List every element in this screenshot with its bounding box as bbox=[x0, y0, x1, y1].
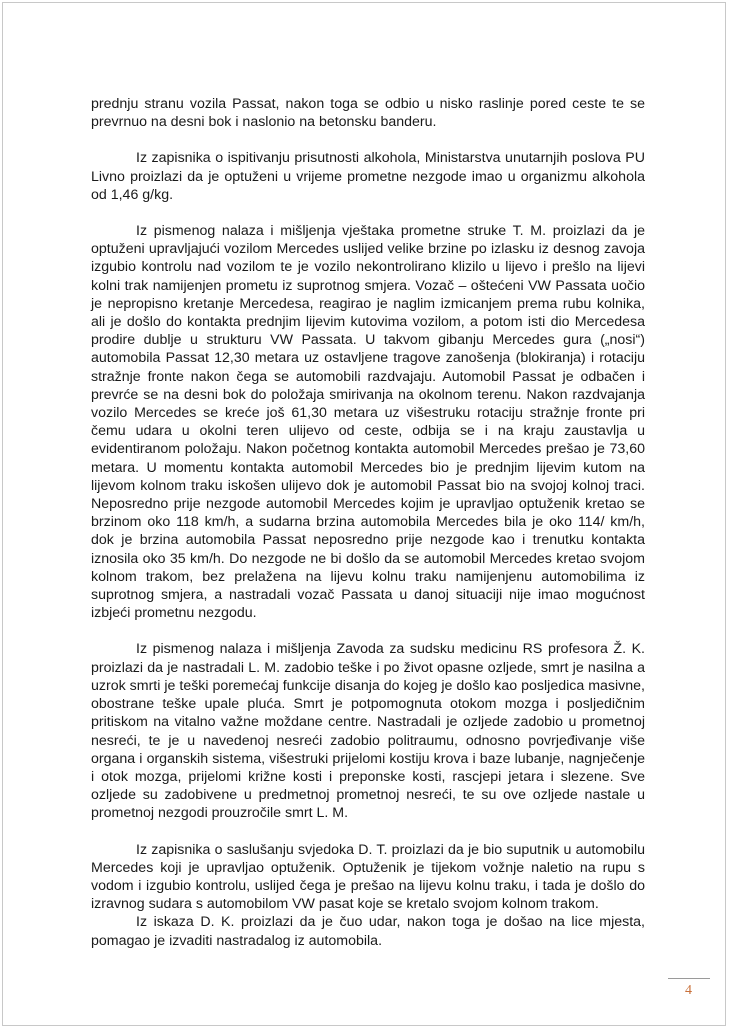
document-page bbox=[2, 2, 726, 1026]
paragraph-traffic-expert: Iz pismenog nalaza i mišljenja vještaka prometne struke T. M. proizlazi da je optuženi upravljajući vozilom Mercedes uslijed velike brzine po izlasku iz desnog zavoja izgubio kontrolu nad vozilom te je vozilo nekontrolirano klizilo u lijevo i prešlo na lijevi kolni trak namijenjen prometu iz suprotnog smjera. Vozač – oštećeni VW Passata uočio je nepropisno kretanje Mercedesa, reagirao je naglim izmicanjem prema rubu kolnika, ali je došlo do kontakta prednjim lijevim kutovima vozilom, a potom isti dio Mercedesa prodire dublje u strukturu VW Passata. U takvom gibanju Mercedes gura („nosi“) automobila Passat 12,30 metara uz ostavljene tragove zanošenja (blokiranja) i rotaciju stražnje fronte nakon čega se automobili razdvajaju. Automobil Passat je odbačen i prevrće se na desni bok do položaja smirivanja na okolnom terenu. Nakon razdvajanja vozilo Mercedes se kreće još 61,30 metara uz višestruku rotaciju stražnje fronte pri čemu udara u okolni teren ulijevo od ceste, odbija se i na kraju zaustavlja u evidentiranom položaju. Nakon početnog kontakta automobil Mercedes prešao je 73,60 metara. U momentu kontakta automobil Mercedes bio je prednjim lijevim kutom na lijevom kolnom traku iskošen ulijevo dok je automobil Passat bio na svojoj kolnoj traci. Neposredno prije nezgode automobil Mercedes kojim je upravljao optuženik kretao se brzinom oko 118 km/h, a sudarna brzina automobila Mercedes bila je oko 114/ km/h, dok je brzina automobila Passat neposredno prije nezgode kao i trenutku kontakta iznosila oko 35 km/h. Do nezgode ne bi došlo da se automobil Mercedes kretao svojom kolnom trakom, bez prelažena na lijevu kolnu traku namijenjenu automobilima iz suprotnog smjera, a nastradali vozač Passata u danoj situaciji nije imao mogućnost izbjeći prometnu nezgodu. bbox=[91, 223, 645, 622]
paragraph-witness-dk: Iz iskaza D. K. proizlazi da je čuo udar, nakon toga je došao na lice mjesta, pomagao je izvaditi nastradalog iz automobila. bbox=[91, 914, 645, 949]
page-number: 4 bbox=[685, 983, 692, 998]
document-body bbox=[91, 95, 645, 968]
paragraph-witness-dt: Iz zapisnika o saslušanju svjedoka D. T. proizlazi da je bio suputnik u automobilu Mercedes koji je upravljao optuženik. Optuženik je tijekom vožnje naletio na rupu s vodom i izgubio kontrolu, uslijed čega je prešao na lijevu kolnu traku, i tada je došlo do izravnog sudara s automobilom VW pasat koje se kretalo svojom kolnom trakom. bbox=[91, 841, 645, 913]
paragraph-alcohol-record: Iz zapisnika o ispitivanju prisutnosti alkohola, Ministarstva unutarnjih poslova PU Livno proizlazi da je optuženi u vrijeme prometne nezgode imao u organizmu alkohola od 1,46 g/kg. bbox=[91, 150, 645, 203]
footer-rule bbox=[668, 978, 710, 979]
paragraph-forensic-medicine: Iz pismenog nalaza i mišljenja Zavoda za sudsku medicinu RS profesora Ž. K. proizlazi da je nastradali L. M. zadobio teške i po život opasne ozljede, smrt je nasilna a uzrok smrti je teški poremećaj funkcije disanja do kojeg je došlo kao posljedica masivne, obostrane teške upale pluća. Smrt je potpomognuta otokom mozga i posljedičnim pritiskom na vitalno važne moždane centre. Nastradali je ozljede zadobio u prometnoj nesreći, te je u navedenoj nesreći zadobio politraumu, odnosno povrjeđivanje više organa i organskih sistema, višestruki prijelomi kostiju krova i baze lubanje, nagnječenje i otok mozga, prijelomi križne kosti i preponske kosti, rascjepi jetara i slezene. Sve ozljede su zadobivene u predmetnoj prometnoj nesreći, te su ove ozljede nastale u prometnoj nezgodi prouzročile smrt L. M. bbox=[91, 641, 645, 822]
paragraph-continuation: prednju stranu vozila Passat, nakon toga se odbio u nisko raslinje pored ceste te se prevrnuo na desni bok i naslonio na betonsku banderu. bbox=[91, 96, 645, 131]
